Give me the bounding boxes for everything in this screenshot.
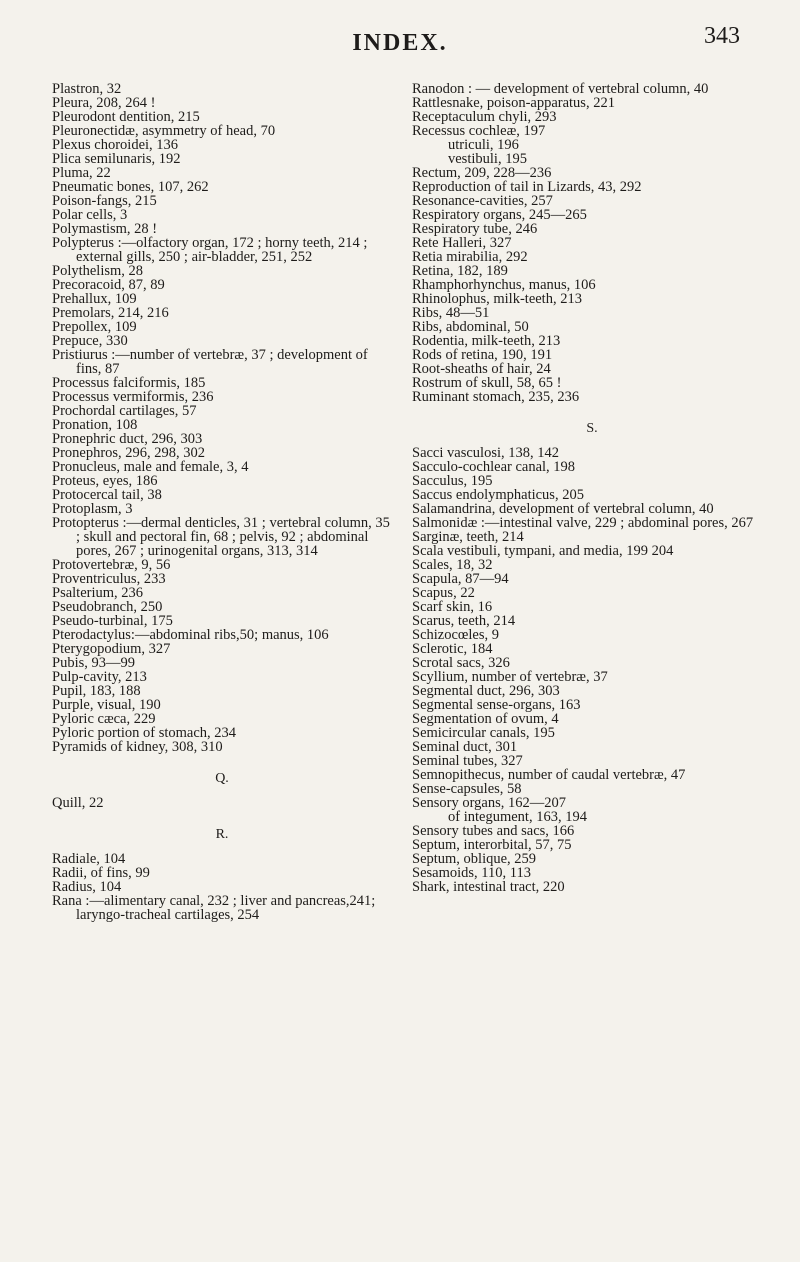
index-entry: Shark, intestinal tract, 220 — [412, 879, 565, 895]
index-entry: Polymastism, 28 ! — [52, 221, 158, 237]
index-entry: Proventriculus, 233 — [52, 571, 166, 587]
index-entry: Radiale, 104 — [52, 851, 126, 867]
page-number: 343 — [704, 23, 740, 49]
index-entry: Ribs, 48—51 — [412, 305, 490, 321]
index-entry: Respiratory organs, 245—265 — [412, 207, 587, 223]
index-entry: Rodentia, milk-teeth, 213 — [412, 333, 561, 349]
index-entry: Precoracoid, 87, 89 — [52, 277, 165, 293]
index-entry: Segmental duct, 296, 303 — [412, 683, 560, 699]
index-entry: Pulp-cavity, 213 — [52, 669, 147, 685]
index-entry: Septum, interorbital, 57, 75 — [412, 837, 572, 853]
index-entry: Ribs, abdominal, 50 — [412, 319, 529, 335]
index-entry: Polar cells, 3 — [52, 207, 128, 223]
index-entry: Pleura, 208, 264 ! — [52, 95, 156, 111]
index-entry: Pluma, 22 — [52, 165, 111, 181]
index-entry: Plexus choroidei, 136 — [52, 137, 179, 153]
index-entry: Segmental sense-organs, 163 — [412, 697, 581, 713]
index-entry: Rods of retina, 190, 191 — [412, 347, 553, 363]
index-entry: Retia mirabilia, 292 — [412, 249, 528, 265]
index-entry: Quill, 22 — [52, 795, 104, 811]
index-entry: Protoplasm, 3 — [52, 501, 133, 517]
index-entry: Prepollex, 109 — [52, 319, 137, 335]
index-entry: Pleurodont dentition, 215 — [52, 109, 200, 125]
index-entry: Semicircular canals, 195 — [412, 725, 555, 741]
index-entry: Sense-capsules, 58 — [412, 781, 522, 797]
index-entry: Rana :—alimentary canal, 232 ; liver and pancreas,241; laryngo-tracheal cartilages, 254 — [52, 893, 376, 923]
index-entry: Processus falciformis, 185 — [52, 375, 206, 391]
index-entry: Pronephric duct, 296, 303 — [52, 431, 203, 447]
index-entry: Pronucleus, male and female, 3, 4 — [52, 459, 249, 475]
page-header — [0, 20, 800, 60]
index-entry: Purple, visual, 190 — [52, 697, 161, 713]
index-entry: Seminal tubes, 327 — [412, 753, 523, 769]
index-entry: Sclerotic, 184 — [412, 641, 493, 657]
index-entry: Rhinolophus, milk-teeth, 213 — [412, 291, 582, 307]
index-entry: Polypterus :—olfactory organ, 172 ; horny teeth, 214 ; external gills, 250 ; air-bladder, 251, 252 — [52, 235, 368, 265]
index-entry: Scapus, 22 — [412, 585, 475, 601]
index-entry: Prochordal cartilages, 57 — [52, 403, 197, 419]
index-entry: Pupil, 183, 188 — [52, 683, 141, 699]
index-entry: Segmentation of ovum, 4 — [412, 711, 559, 727]
index-entry: Pseudo-turbinal, 175 — [52, 613, 173, 629]
index-entry: Scales, 18, 32 — [412, 557, 493, 573]
index-entry: Processus vermiformis, 236 — [52, 389, 214, 405]
index-entry: Sesamoids, 110, 113 — [412, 865, 531, 881]
index-entry: Pyloric portion of stomach, 234 — [52, 725, 237, 741]
index-entry: Rectum, 209, 228—236 — [412, 165, 552, 181]
index-entry: Scyllium, number of vertebræ, 37 — [412, 669, 608, 685]
index-entry: Radius, 104 — [52, 879, 122, 895]
index-entry: Pleuronectidæ, asymmetry of head, 70 — [52, 123, 276, 139]
index-entry: Root-sheaths of hair, 24 — [412, 361, 551, 377]
index-entry: Septum, oblique, 259 — [412, 851, 537, 867]
index-entry: Schizocœles, 9 — [412, 627, 499, 643]
index-entry: Polythelism, 28 — [52, 263, 144, 279]
index-entry: Pseudobranch, 250 — [52, 599, 163, 615]
index-entry: Pubis, 93—99 — [52, 655, 135, 671]
index-entry: Psalterium, 236 — [52, 585, 144, 601]
index-entry: Premolars, 214, 216 — [52, 305, 169, 321]
index-entry: Rhamphorhynchus, manus, 106 — [412, 277, 596, 293]
index-entry: Plica semilunaris, 192 — [52, 151, 181, 167]
index-entry: Retina, 182, 189 — [412, 263, 508, 279]
index-entry: Sacci vasculosi, 138, 142 — [412, 445, 559, 461]
index-entry: Ranodon : — development of vertebral column, 40 — [412, 81, 709, 97]
index-entry: Scala vestibuli, tympani, and media, 199 204 — [412, 543, 674, 559]
index-column-right — [412, 82, 772, 894]
index-entry: Respiratory tube, 246 — [412, 221, 538, 237]
index-entry: Pronation, 108 — [52, 417, 138, 433]
index-entry: Sensory organs, 162—207 — [412, 795, 566, 811]
page-title: INDEX. — [352, 30, 448, 56]
index-entry: Saccus endolymphaticus, 205 — [412, 487, 584, 503]
index-entry: Sarginæ, teeth, 214 — [412, 529, 524, 545]
index-entry: Prepuce, 330 — [52, 333, 128, 349]
index-entry: Ruminant stomach, 235, 236 — [412, 389, 580, 405]
index-entry: Salmonidæ :—intestinal valve, 229 ; abdominal pores, 267 — [412, 515, 754, 531]
index-entry: Pyramids of kidney, 308, 310 — [52, 739, 223, 755]
index-entry: Pterygopodium, 327 — [52, 641, 171, 657]
index-column-left — [52, 82, 392, 922]
index-entry: Protopterus :—dermal denticles, 31 ; vertebral column, 35 ; skull and pectoral fin, 68 ; pelvis, 92 ; abdominal pores, 267 ; urinogenital organs, 313, 314 — [52, 515, 390, 559]
index-entry: Semnopithecus, number of caudal vertebræ, 47 — [412, 767, 686, 783]
index-entry: Pronephros, 296, 298, 302 — [52, 445, 206, 461]
index-entry: Radii, of fins, 99 — [52, 865, 150, 881]
index-subentry: utriculi, 196 — [448, 137, 519, 153]
index-entry: Rete Halleri, 327 — [412, 235, 512, 251]
section-letter: R. — [215, 827, 229, 842]
index-entry: Scrotal sacs, 326 — [412, 655, 510, 671]
index-entry: Plastron, 32 — [52, 81, 122, 97]
section-letter: S. — [586, 421, 598, 436]
index-entry: Proteus, eyes, 186 — [52, 473, 158, 489]
index-entry: Seminal duct, 301 — [412, 739, 518, 755]
index-entry: Scarus, teeth, 214 — [412, 613, 516, 629]
index-entry: Scapula, 87—94 — [412, 571, 509, 587]
index-entry: Sacculo-cochlear canal, 198 — [412, 459, 576, 475]
index-entry: Receptaculum chyli, 293 — [412, 109, 557, 125]
index-entry: Pristiurus :—number of vertebræ, 37 ; development of fins, 87 — [52, 347, 368, 377]
section-letter: Q. — [215, 771, 229, 786]
index-subentry: of integument, 163, 194 — [448, 809, 587, 825]
index-entry: Pneumatic bones, 107, 262 — [52, 179, 209, 195]
index-entry: Reproduction of tail in Lizards, 43, 292 — [412, 179, 642, 195]
index-entry: Poison-fangs, 215 — [52, 193, 157, 209]
index-entry: Rattlesnake, poison-apparatus, 221 — [412, 95, 615, 111]
index-entry: Recessus cochleæ, 197 — [412, 123, 546, 139]
index-subentry: vestibuli, 195 — [448, 151, 527, 167]
index-entry: Prehallux, 109 — [52, 291, 137, 307]
index-entry: Rostrum of skull, 58, 65 ! — [412, 375, 562, 391]
index-entry: Salamandrina, development of vertebral column, 40 — [412, 501, 714, 517]
index-entry: Sacculus, 195 — [412, 473, 493, 489]
index-entry: Scarf skin, 16 — [412, 599, 493, 615]
index-entry: Protovertebræ, 9, 56 — [52, 557, 171, 573]
index-entry: Protocercal tail, 38 — [52, 487, 162, 503]
index-entry: Pterodactylus:—abdominal ribs,50; manus, 106 — [52, 627, 329, 643]
index-entry: Resonance-cavities, 257 — [412, 193, 553, 209]
index-entry: Sensory tubes and sacs, 166 — [412, 823, 575, 839]
index-entry: Pyloric cæca, 229 — [52, 711, 156, 727]
